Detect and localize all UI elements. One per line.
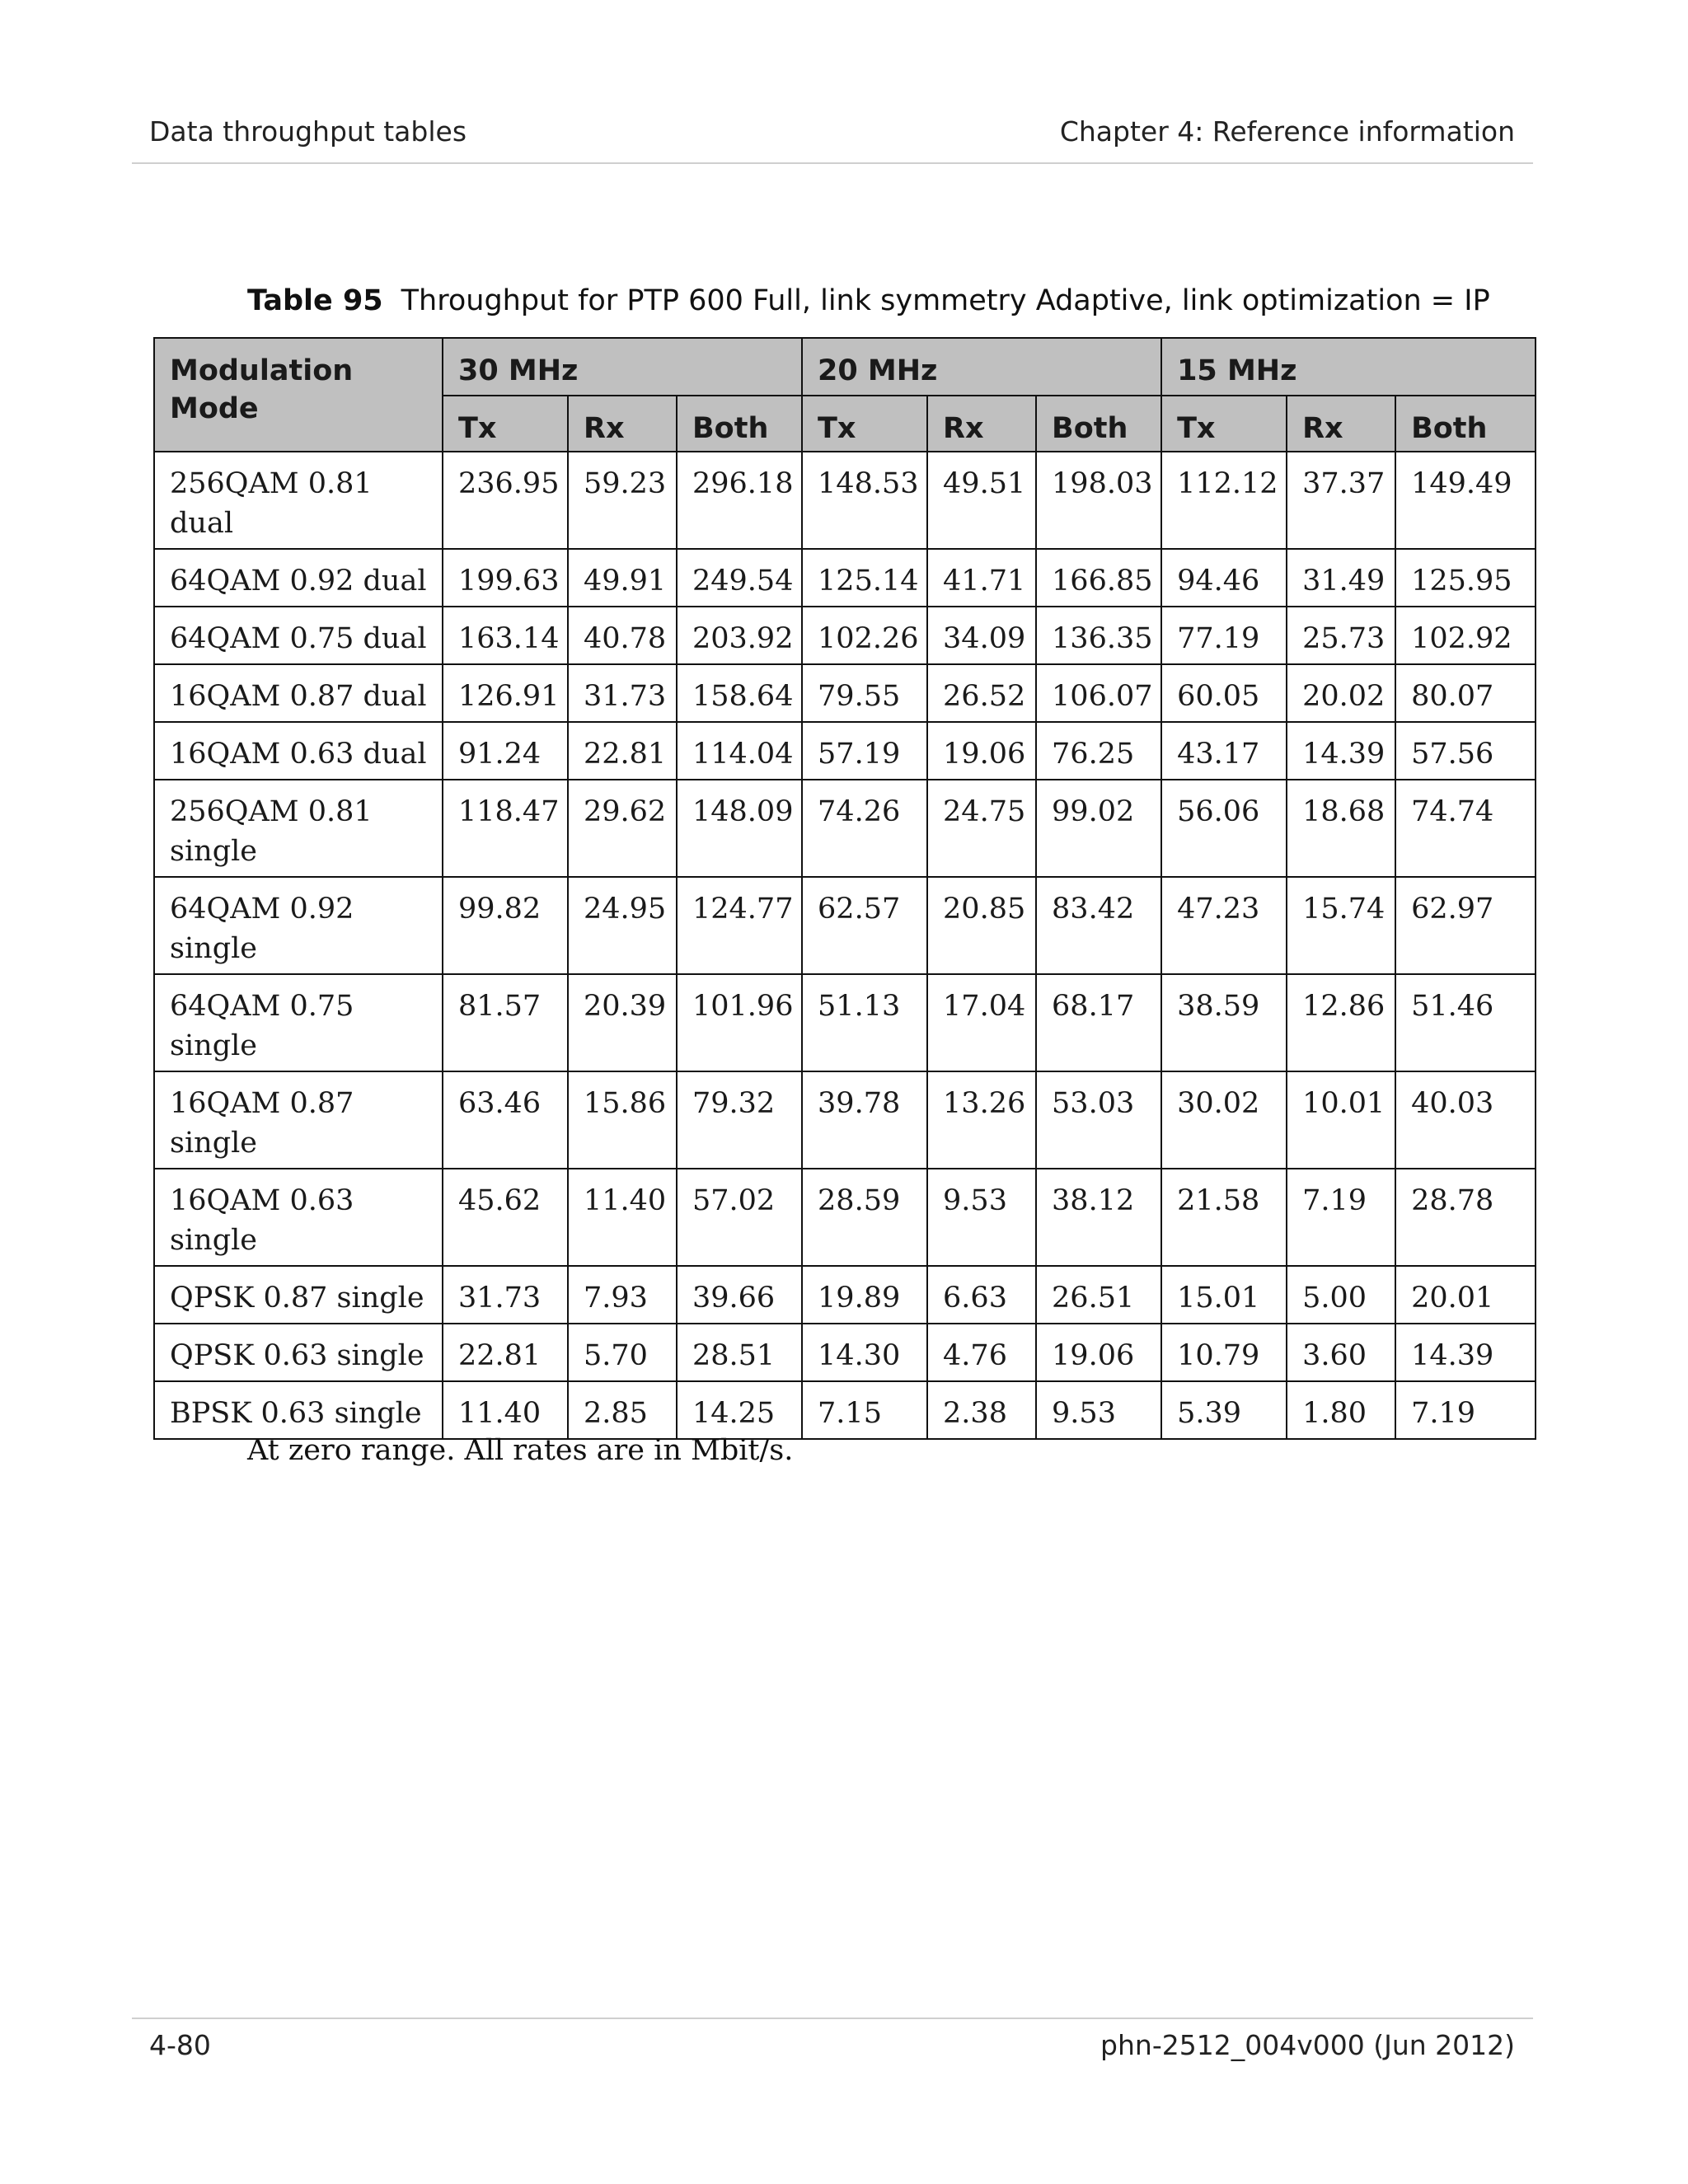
page-number: 4-80: [149, 2029, 211, 2061]
throughput-cell: 40.03: [1395, 1071, 1536, 1169]
throughput-cell: 68.17: [1036, 974, 1161, 1071]
throughput-cell: 114.04: [677, 722, 802, 780]
throughput-cell: 26.51: [1036, 1266, 1161, 1324]
throughput-cell: 76.25: [1036, 722, 1161, 780]
header-subcol: Tx: [443, 396, 568, 452]
table-row: [154, 1381, 1536, 1439]
throughput-cell: 12.86: [1287, 974, 1395, 1071]
header-row-bandwidth: [154, 338, 1536, 396]
header-subcol: Tx: [802, 396, 927, 452]
modulation-mode-cell: 16QAM 0.87 dual: [154, 664, 443, 722]
throughput-cell: 149.49: [1395, 452, 1536, 549]
throughput-cell: 125.95: [1395, 549, 1536, 607]
throughput-cell: 5.00: [1287, 1266, 1395, 1324]
throughput-cell: 62.57: [802, 877, 927, 974]
throughput-cell: 51.13: [802, 974, 927, 1071]
throughput-cell: 11.40: [568, 1169, 677, 1266]
throughput-cell: 136.35: [1036, 607, 1161, 664]
throughput-cell: 51.46: [1395, 974, 1536, 1071]
throughput-cell: 101.96: [677, 974, 802, 1071]
throughput-cell: 31.49: [1287, 549, 1395, 607]
throughput-cell: 5.70: [568, 1324, 677, 1381]
throughput-cell: 29.62: [568, 780, 677, 877]
throughput-cell: 28.51: [677, 1324, 802, 1381]
throughput-cell: 38.59: [1161, 974, 1287, 1071]
throughput-cell: 25.73: [1287, 607, 1395, 664]
throughput-cell: 30.02: [1161, 1071, 1287, 1169]
throughput-cell: 102.26: [802, 607, 927, 664]
throughput-cell: 9.53: [1036, 1381, 1161, 1439]
modulation-mode-cell: 16QAM 0.63 single: [154, 1169, 443, 1266]
throughput-cell: 79.32: [677, 1071, 802, 1169]
throughput-cell: 19.89: [802, 1266, 927, 1324]
throughput-cell: 2.85: [568, 1381, 677, 1439]
throughput-cell: 49.51: [927, 452, 1036, 549]
header-subcol: Both: [1395, 396, 1536, 452]
throughput-cell: 38.12: [1036, 1169, 1161, 1266]
throughput-cell: 31.73: [443, 1266, 568, 1324]
throughput-cell: 81.57: [443, 974, 568, 1071]
throughput-cell: 39.78: [802, 1071, 927, 1169]
throughput-cell: 14.39: [1287, 722, 1395, 780]
table-caption-label: Table 95: [247, 284, 383, 317]
header-subcol: Both: [1036, 396, 1161, 452]
throughput-cell: 74.74: [1395, 780, 1536, 877]
header-rule: [132, 162, 1533, 164]
table-caption: [247, 284, 1490, 317]
throughput-cell: 296.18: [677, 452, 802, 549]
table-row: [154, 1324, 1536, 1381]
throughput-cell: 79.55: [802, 664, 927, 722]
table-caption-text: Throughput for PTP 600 Full, link symmetry Adaptive, link optimization = IP: [401, 284, 1490, 317]
throughput-cell: 3.60: [1287, 1324, 1395, 1381]
modulation-mode-cell: QPSK 0.87 single: [154, 1266, 443, 1324]
throughput-cell: 17.04: [927, 974, 1036, 1071]
header-group-15mhz: 15 MHz: [1161, 338, 1536, 396]
throughput-cell: 37.37: [1287, 452, 1395, 549]
throughput-cell: 31.73: [568, 664, 677, 722]
throughput-cell: 14.39: [1395, 1324, 1536, 1381]
throughput-cell: 102.92: [1395, 607, 1536, 664]
throughput-cell: 11.40: [443, 1381, 568, 1439]
throughput-cell: 14.30: [802, 1324, 927, 1381]
throughput-cell: 22.81: [443, 1324, 568, 1381]
throughput-cell: 19.06: [1036, 1324, 1161, 1381]
throughput-cell: 158.64: [677, 664, 802, 722]
throughput-cell: 1.80: [1287, 1381, 1395, 1439]
throughput-cell: 22.81: [568, 722, 677, 780]
throughput-cell: 24.95: [568, 877, 677, 974]
throughput-cell: 99.82: [443, 877, 568, 974]
modulation-mode-cell: 256QAM 0.81 single: [154, 780, 443, 877]
throughput-cell: 63.46: [443, 1071, 568, 1169]
throughput-cell: 9.53: [927, 1169, 1036, 1266]
header-subcol: Tx: [1161, 396, 1287, 452]
throughput-cell: 62.97: [1395, 877, 1536, 974]
throughput-cell: 7.19: [1395, 1381, 1536, 1439]
throughput-cell: 19.06: [927, 722, 1036, 780]
throughput-cell: 39.66: [677, 1266, 802, 1324]
throughput-cell: 249.54: [677, 549, 802, 607]
throughput-cell: 57.56: [1395, 722, 1536, 780]
modulation-mode-cell: 16QAM 0.87 single: [154, 1071, 443, 1169]
table-row: [154, 1169, 1536, 1266]
throughput-cell: 41.71: [927, 549, 1036, 607]
throughput-cell: 236.95: [443, 452, 568, 549]
throughput-cell: 166.85: [1036, 549, 1161, 607]
throughput-cell: 26.52: [927, 664, 1036, 722]
throughput-cell: 20.01: [1395, 1266, 1536, 1324]
throughput-cell: 53.03: [1036, 1071, 1161, 1169]
throughput-cell: 6.63: [927, 1266, 1036, 1324]
throughput-cell: 2.38: [927, 1381, 1036, 1439]
throughput-cell: 7.19: [1287, 1169, 1395, 1266]
table-row: [154, 1071, 1536, 1169]
throughput-cell: 199.63: [443, 549, 568, 607]
throughput-cell: 5.39: [1161, 1381, 1287, 1439]
table-row: [154, 974, 1536, 1071]
table-row: [154, 780, 1536, 877]
throughput-cell: 83.42: [1036, 877, 1161, 974]
modulation-mode-cell: 64QAM 0.75 single: [154, 974, 443, 1071]
throughput-cell: 77.19: [1161, 607, 1287, 664]
header-subcol: Both: [677, 396, 802, 452]
table-row: [154, 549, 1536, 607]
throughput-cell: 7.15: [802, 1381, 927, 1439]
throughput-cell: 125.14: [802, 549, 927, 607]
throughput-cell: 20.85: [927, 877, 1036, 974]
table-row: [154, 722, 1536, 780]
table-row: [154, 1266, 1536, 1324]
throughput-cell: 124.77: [677, 877, 802, 974]
throughput-cell: 20.39: [568, 974, 677, 1071]
throughput-cell: 10.79: [1161, 1324, 1287, 1381]
throughput-cell: 15.01: [1161, 1266, 1287, 1324]
throughput-cell: 43.17: [1161, 722, 1287, 780]
modulation-mode-cell: QPSK 0.63 single: [154, 1324, 443, 1381]
throughput-cell: 13.26: [927, 1071, 1036, 1169]
document-id: phn-2512_004v000 (Jun 2012): [1100, 2029, 1515, 2061]
throughput-cell: 28.59: [802, 1169, 927, 1266]
throughput-cell: 106.07: [1036, 664, 1161, 722]
header-group-30mhz: 30 MHz: [443, 338, 802, 396]
throughput-cell: 59.23: [568, 452, 677, 549]
throughput-cell: 118.47: [443, 780, 568, 877]
throughput-cell: 126.91: [443, 664, 568, 722]
table-row: [154, 877, 1536, 974]
throughput-cell: 198.03: [1036, 452, 1161, 549]
throughput-cell: 47.23: [1161, 877, 1287, 974]
throughput-cell: 91.24: [443, 722, 568, 780]
throughput-cell: 148.09: [677, 780, 802, 877]
table-row: [154, 607, 1536, 664]
throughput-cell: 56.06: [1161, 780, 1287, 877]
modulation-mode-cell: 64QAM 0.92 dual: [154, 549, 443, 607]
running-header-chapter: Chapter 4: Reference information: [1059, 115, 1515, 148]
throughput-cell: 99.02: [1036, 780, 1161, 877]
throughput-cell: 15.86: [568, 1071, 677, 1169]
throughput-cell: 4.76: [927, 1324, 1036, 1381]
throughput-cell: 24.75: [927, 780, 1036, 877]
throughput-cell: 28.78: [1395, 1169, 1536, 1266]
header-subcol: Rx: [927, 396, 1036, 452]
throughput-cell: 34.09: [927, 607, 1036, 664]
running-header-section: Data throughput tables: [149, 115, 467, 148]
throughput-cell: 163.14: [443, 607, 568, 664]
throughput-cell: 15.74: [1287, 877, 1395, 974]
throughput-cell: 40.78: [568, 607, 677, 664]
throughput-cell: 57.02: [677, 1169, 802, 1266]
table-body: [154, 452, 1536, 1439]
modulation-mode-cell: 64QAM 0.75 dual: [154, 607, 443, 664]
footer-rule: [132, 2018, 1533, 2019]
throughput-cell: 80.07: [1395, 664, 1536, 722]
table-note: At zero range. All rates are in Mbit/s.: [247, 1434, 794, 1467]
header-subcol: Rx: [568, 396, 677, 452]
throughput-cell: 21.58: [1161, 1169, 1287, 1266]
table-row: [154, 452, 1536, 549]
throughput-cell: 49.91: [568, 549, 677, 607]
table-header: [154, 338, 1536, 452]
throughput-cell: 112.12: [1161, 452, 1287, 549]
header-group-20mhz: 20 MHz: [802, 338, 1161, 396]
throughput-cell: 74.26: [802, 780, 927, 877]
modulation-mode-cell: 256QAM 0.81 dual: [154, 452, 443, 549]
throughput-cell: 57.19: [802, 722, 927, 780]
throughput-cell: 94.46: [1161, 549, 1287, 607]
throughput-table: [153, 337, 1536, 1440]
throughput-cell: 45.62: [443, 1169, 568, 1266]
throughput-cell: 148.53: [802, 452, 927, 549]
throughput-cell: 18.68: [1287, 780, 1395, 877]
header-subcol: Rx: [1287, 396, 1395, 452]
throughput-cell: 14.25: [677, 1381, 802, 1439]
modulation-mode-cell: BPSK 0.63 single: [154, 1381, 443, 1439]
throughput-cell: 20.02: [1287, 664, 1395, 722]
throughput-cell: 203.92: [677, 607, 802, 664]
throughput-cell: 10.01: [1287, 1071, 1395, 1169]
throughput-cell: 60.05: [1161, 664, 1287, 722]
header-modulation-mode: Modulation Mode: [154, 338, 443, 452]
modulation-mode-cell: 64QAM 0.92 single: [154, 877, 443, 974]
table-row: [154, 664, 1536, 722]
throughput-cell: 7.93: [568, 1266, 677, 1324]
modulation-mode-cell: 16QAM 0.63 dual: [154, 722, 443, 780]
